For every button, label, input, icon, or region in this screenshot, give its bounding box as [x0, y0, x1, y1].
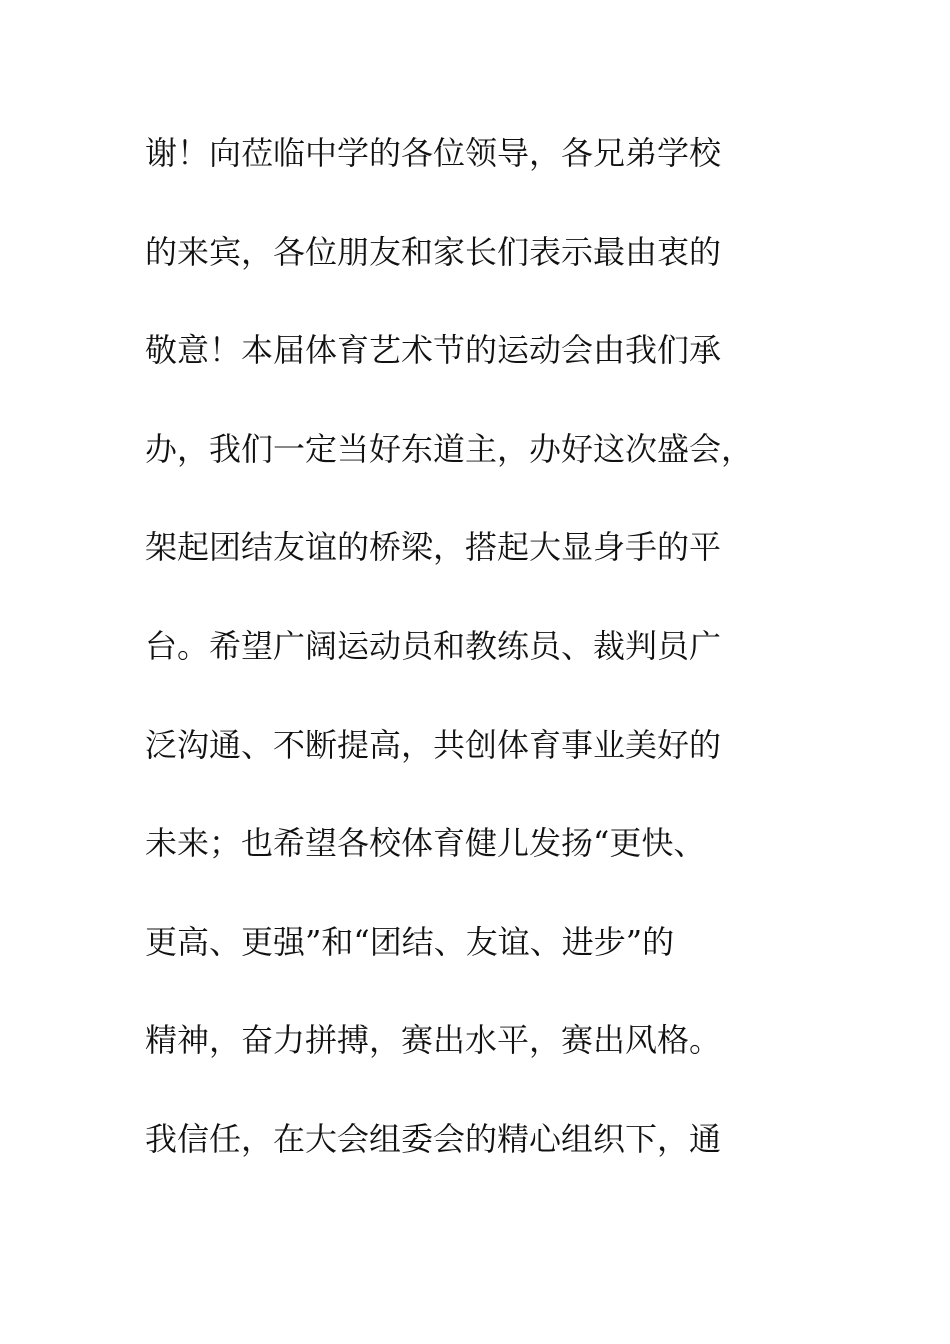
- text-line: 的来宾，各位朋友和家长们表示最由衷的: [145, 232, 722, 271]
- text-line: 精神，奋力拼搏，赛出水平，赛出风格。: [145, 1021, 722, 1060]
- document-body: [145, 120, 845, 1205]
- text-line: 更高、更强”和“团结、友谊、进步”的: [145, 922, 675, 961]
- text-line: 我信任，在大会组委会的精心组织下，通: [145, 1119, 722, 1158]
- text-line: 台。希望广阔运动员和教练员、裁判员广: [145, 626, 722, 665]
- text-line: 架起团结友谊的桥梁，搭起大显身手的平: [145, 528, 722, 567]
- text-line: 敬意！本届体育艺术节的运动会由我们承: [145, 331, 722, 370]
- text-line: 办，我们一定当好东道主，办好这次盛会，: [145, 429, 754, 468]
- text-line: 未来；也希望各校体育健儿发扬“更快、: [145, 824, 706, 863]
- text-line: 谢！向莅临中学的各位领导，各兄弟学校: [145, 134, 722, 172]
- text-line: 泛沟通、不断提高，共创体育事业美好的: [145, 725, 722, 764]
